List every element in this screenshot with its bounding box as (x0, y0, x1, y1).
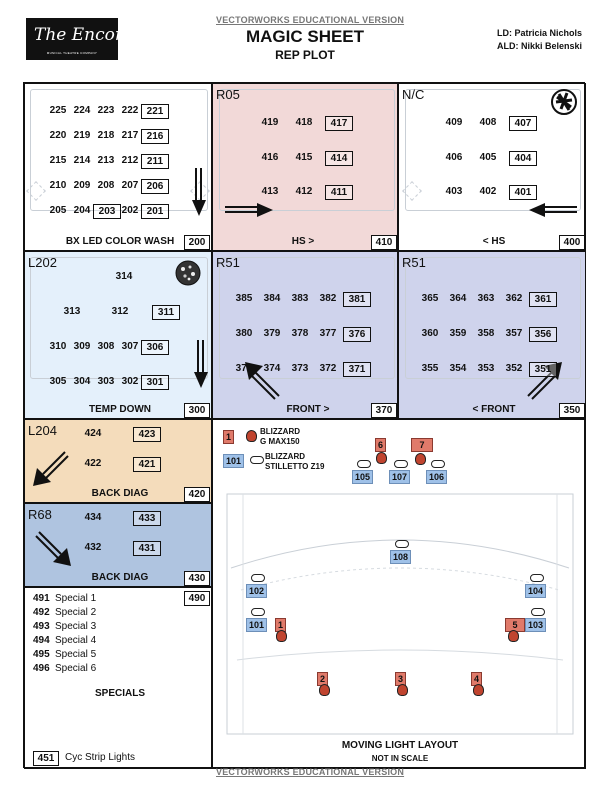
channel-408: 408 (479, 117, 497, 128)
channel-382: 382 (319, 293, 337, 304)
channel-407: 407 (509, 116, 537, 131)
special-item: 493 Special 3 (33, 621, 97, 632)
red-unit-label: 4 (471, 672, 482, 686)
gobo-icon (551, 89, 577, 115)
red-unit-label: 7 (411, 438, 433, 452)
channel-305: 305 (49, 376, 67, 387)
moving-light-icon (319, 684, 330, 696)
special-item: 495 Special 5 (33, 649, 97, 660)
red-unit-label: 5 (505, 618, 525, 632)
channel-352: 352 (505, 363, 523, 374)
channel-402: 402 (479, 186, 497, 197)
legend-blue-swatch: 101 (223, 454, 244, 468)
channel-219: 219 (73, 130, 91, 141)
gobo-icon (175, 260, 201, 286)
panel-label: BACK DIAG (91, 572, 149, 583)
channel-384: 384 (263, 293, 281, 304)
channel-312: 312 (111, 306, 129, 317)
channel-401: 401 (509, 185, 537, 200)
channel-417: 417 (325, 116, 353, 131)
channel-381: 381 (343, 292, 371, 307)
moving-light-icon (531, 608, 545, 616)
channel-211: 211 (141, 154, 169, 169)
blue-unit-label: 106 (426, 470, 447, 484)
channel-377: 377 (319, 328, 337, 339)
panel-title: L204 (28, 423, 57, 438)
channel-353: 353 (477, 363, 495, 374)
panel-number: 300 (184, 403, 210, 418)
moving-light-icon (246, 430, 257, 442)
arrow-right-icon (223, 202, 275, 218)
channel-223: 223 (97, 105, 115, 116)
channel-308: 308 (97, 341, 115, 352)
channel-376: 376 (343, 327, 371, 342)
panel-number: 490 (184, 591, 210, 606)
channel-424: 424 (84, 428, 102, 439)
channel-208: 208 (97, 180, 115, 191)
channel-432: 432 (84, 542, 102, 553)
page-subtitle: REP PLOT (275, 48, 335, 62)
channel-418: 418 (295, 117, 313, 128)
channel-422: 422 (84, 458, 102, 469)
moving-light-icon (431, 460, 445, 468)
channel-414: 414 (325, 151, 353, 166)
channel-364: 364 (449, 293, 467, 304)
channel-313: 313 (63, 306, 81, 317)
channel-355: 355 (421, 363, 439, 374)
panel-label: < FRONT (472, 404, 516, 415)
channel-306: 306 (141, 340, 169, 355)
blue-unit-label: 102 (246, 584, 267, 598)
channel-218: 218 (97, 130, 115, 141)
special-item: 496 Special 6 (33, 663, 97, 674)
channel-204: 204 (73, 205, 91, 216)
moving-light-icon (394, 460, 408, 468)
moving-light-icon (395, 540, 409, 548)
channel-416: 416 (261, 152, 279, 163)
channel-375: 375 (235, 363, 253, 374)
special-item: 494 Special 4 (33, 635, 97, 646)
channel-309: 309 (73, 341, 91, 352)
channel-405: 405 (479, 152, 497, 163)
channel-356: 356 (529, 327, 557, 342)
channel-380: 380 (235, 328, 253, 339)
channel-359: 359 (449, 328, 467, 339)
channel-421: 421 (133, 457, 161, 472)
special-item: 492 Special 2 (33, 607, 97, 618)
panel-number: 420 (184, 487, 210, 502)
channel-362: 362 (505, 293, 523, 304)
red-unit-label: 6 (375, 438, 386, 452)
arrow-down-left-icon (31, 450, 69, 488)
moving-lights-title: MOVING LIGHT LAYOUT (341, 740, 459, 751)
channel-383: 383 (291, 293, 309, 304)
panel-label: < HS (482, 236, 506, 247)
channel-409: 409 (445, 117, 463, 128)
channel-214: 214 (73, 155, 91, 166)
panel-label: BACK DIAG (91, 488, 149, 499)
moving-light-icon (276, 630, 287, 642)
channel-212: 212 (121, 155, 139, 166)
red-unit-label: 2 (317, 672, 328, 686)
panel-number: 400 (559, 235, 585, 250)
magic-sheet-grid (23, 82, 585, 768)
blue-unit-label: 104 (525, 584, 546, 598)
blue-unit-label: 105 (352, 470, 373, 484)
blue-unit-label: 103 (525, 618, 546, 632)
panel-title: R05 (216, 87, 240, 102)
channel-351: 351 (529, 362, 557, 377)
watermark-top: VECTORWORKS EDUCATIONAL VERSION (216, 15, 405, 25)
red-unit-label: 1 (275, 618, 286, 632)
channel-411: 411 (325, 185, 353, 200)
panel-label: HS > (291, 236, 315, 247)
channel-363: 363 (477, 293, 495, 304)
panel-number: 370 (371, 403, 397, 418)
channel-361: 361 (529, 292, 557, 307)
channel-310: 310 (49, 341, 67, 352)
legend-red-text: BLIZZARD G MAX150 (260, 427, 300, 446)
page-title: MAGIC SHEET (245, 27, 365, 46)
channel-210: 210 (49, 180, 67, 191)
panel-title: N/C (402, 87, 425, 102)
channel-357: 357 (505, 328, 523, 339)
channel-415: 415 (295, 152, 313, 163)
blue-unit-label: 108 (390, 550, 411, 564)
watermark-bottom: VECTORWORKS EDUCATIONAL VERSION (216, 767, 405, 777)
panel-front-left (398, 251, 586, 419)
channel-202: 202 (121, 205, 139, 216)
channel-213: 213 (97, 155, 115, 166)
channel-379: 379 (263, 328, 281, 339)
channel-311: 311 (152, 305, 180, 320)
channel-209: 209 (73, 180, 91, 191)
assistant-lighting-designer: ALD: Nikki Belenski (497, 41, 583, 51)
channel-215: 215 (49, 155, 67, 166)
panel-title: R51 (402, 255, 426, 270)
red-unit-label: 3 (395, 672, 406, 686)
company-logo (26, 18, 134, 60)
panel-label: BX LED COLOR WASH (65, 236, 175, 247)
moving-light-icon (397, 684, 408, 696)
channel-203: 203 (93, 204, 121, 219)
panel-back-diag-r68 (24, 503, 212, 587)
channel-221: 221 (141, 104, 169, 119)
moving-light-icon (376, 452, 387, 464)
channel-385: 385 (235, 293, 253, 304)
channel-302: 302 (121, 376, 139, 387)
moving-light-icon (357, 460, 371, 468)
logo-script: The Encore (34, 25, 134, 45)
channel-378: 378 (291, 328, 309, 339)
panel-number: 410 (371, 235, 397, 250)
moving-light-icon (530, 574, 544, 582)
channel-314: 314 (115, 271, 133, 282)
channel-372: 372 (319, 363, 337, 374)
credits (497, 27, 582, 53)
panel-number: 430 (184, 571, 210, 586)
channel-423: 423 (133, 427, 161, 442)
channel-301: 301 (141, 375, 169, 390)
moving-light-icon (251, 608, 265, 616)
lighting-designer: LD: Patricia Nichols (497, 28, 583, 38)
channel-360: 360 (421, 328, 439, 339)
panel-label: TEMP DOWN (88, 404, 152, 415)
panel-hs-right (212, 83, 398, 251)
moving-light-icon (508, 630, 519, 642)
moving-light-icon (473, 684, 484, 696)
special-item: 491 Special 1 (33, 593, 97, 604)
channel-216: 216 (141, 129, 169, 144)
panel-hs-left (398, 83, 586, 251)
channel-207: 207 (121, 180, 139, 191)
moving-light-icon (251, 574, 265, 582)
arrow-down-icon (193, 338, 209, 390)
panel-temp-down (24, 251, 212, 419)
channel-434: 434 (84, 512, 102, 523)
panel-moving-lights (212, 419, 586, 769)
channel-304: 304 (73, 376, 91, 387)
channel-224: 224 (73, 105, 91, 116)
channel-374: 374 (263, 363, 281, 374)
channel-413: 413 (261, 186, 279, 197)
channel-217: 217 (121, 130, 139, 141)
panel-label: FRONT > (286, 404, 330, 415)
panel-back-diag-l204 (24, 419, 212, 503)
channel-365: 365 (421, 293, 439, 304)
arrow-down-icon (191, 166, 207, 218)
moving-light-icon (250, 456, 264, 464)
channel-419: 419 (261, 117, 279, 128)
channel-225: 225 (49, 105, 67, 116)
panel-number: 200 (184, 235, 210, 250)
moving-lights-subtitle: NOT IN SCALE (371, 754, 429, 763)
channel-201: 201 (141, 204, 169, 219)
legend-blue-text: BLIZZARD STILLETTO Z19 (265, 452, 325, 471)
channel-354: 354 (449, 363, 467, 374)
specials-title: SPECIALS (94, 688, 145, 699)
channel-412: 412 (295, 186, 313, 197)
channel-220: 220 (49, 130, 67, 141)
arrow-left-icon (527, 202, 579, 218)
channel-371: 371 (343, 362, 371, 377)
channel-307: 307 (121, 341, 139, 352)
channel-431: 431 (133, 541, 161, 556)
cyc-label: Cyc Strip Lights (65, 752, 136, 763)
blue-unit-label: 107 (389, 470, 410, 484)
panel-bx-led (24, 83, 212, 251)
channel-404: 404 (509, 151, 537, 166)
panel-number: 350 (559, 403, 585, 418)
panel-title: R51 (216, 255, 240, 270)
arrow-down-right-icon (35, 530, 73, 568)
logo-sub: MUSICAL THEATRE COMPANY (46, 51, 98, 55)
channel-406: 406 (445, 152, 463, 163)
channel-206: 206 (141, 179, 169, 194)
channel-303: 303 (97, 376, 115, 387)
channel-205: 205 (49, 205, 67, 216)
channel-433: 433 (133, 511, 161, 526)
panel-title: R68 (28, 507, 52, 522)
channel-373: 373 (291, 363, 309, 374)
panel-title: L202 (28, 255, 57, 270)
cyc-channel: 451 (33, 751, 59, 766)
blue-unit-label: 101 (246, 618, 267, 632)
panel-front-right (212, 251, 398, 419)
channel-222: 222 (121, 105, 139, 116)
panel-specials (24, 587, 212, 769)
channel-403: 403 (445, 186, 463, 197)
channel-358: 358 (477, 328, 495, 339)
moving-light-icon (415, 453, 426, 465)
legend-red-swatch: 1 (223, 430, 234, 444)
